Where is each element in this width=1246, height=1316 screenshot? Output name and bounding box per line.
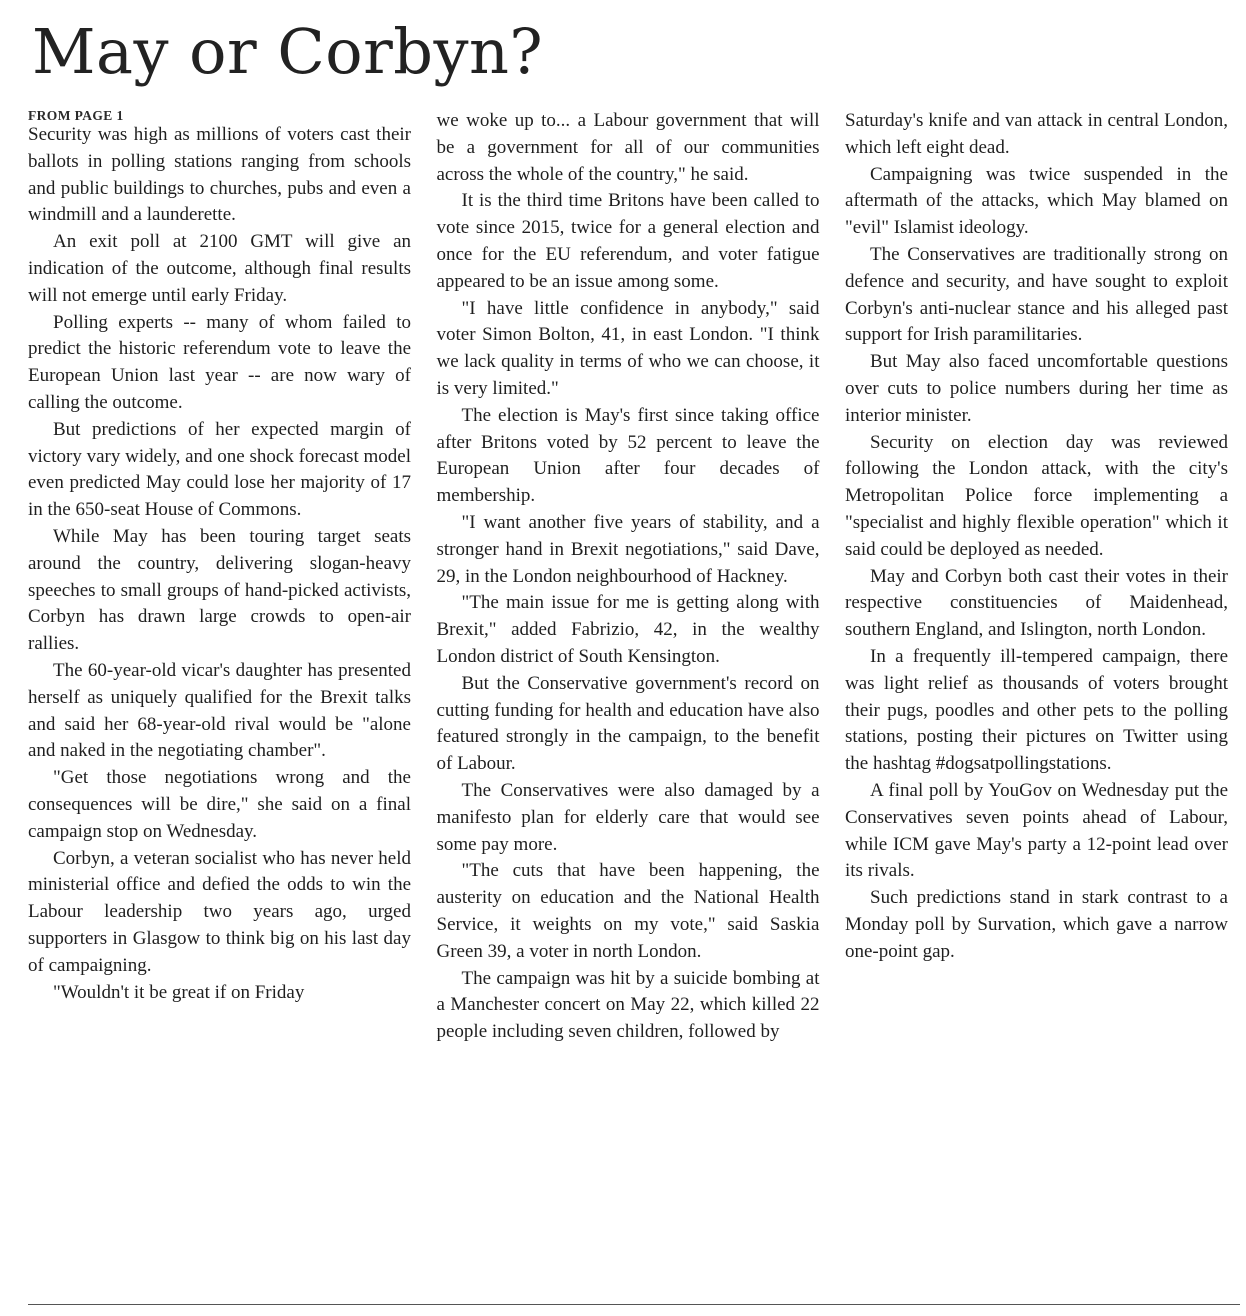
paragraph: Corbyn, a veteran socialist who has never held ministerial office and defied the odds to win the Labour leadership two years ago, urged supporters in Glasgow to think big on his last day of campaigning.: [28, 847, 411, 976]
paragraph: Security was high as millions of voters cast their ballots in polling stations ranging from schools and public buildings to churches, pubs and even a windmill and a launderette.: [28, 124, 411, 226]
paragraph: But predictions of her expected margin of victory vary widely, and one shock forecast model even predicted May could lose her majority of 17 in the 650-seat House of Commons.: [28, 418, 411, 521]
paragraph: An exit poll at 2100 GMT will give an indication of the outcome, although final results will not emerge until early Friday.: [28, 231, 411, 306]
paragraph: "The main issue for me is getting along with Brexit," added Fabrizio, 42, in the wealthy London district of South Kensington.: [436, 592, 820, 667]
paragraph: "The cuts that have been happening, the austerity on education and the National Health Service, it weights on my vote," said Saskia Green 39, a voter in north London.: [436, 860, 820, 962]
paragraph: The Conservatives are traditionally strong on defence and security, and have sought to exploit Corbyn's anti-nuclear stance and his alleged past support for Irish paramilitaries.: [845, 243, 1228, 346]
paragraph: Security on election day was reviewed following the London attack, with the city's Metropolitan Police force implementing a "specialist and highly flexible operation" which it said could be deployed as needed.: [845, 431, 1228, 560]
paragraph: "Get those negotiations wrong and the consequences will be dire," she said on a final campaign stop on Wednesday.: [28, 767, 411, 842]
article-body: [28, 108, 1228, 1288]
paragraph: "Wouldn't it be great if on Friday: [53, 981, 305, 1003]
paragraph: A final poll by YouGov on Wednesday put the Conservatives seven points ahead of Labour, while ICM gave May's party a 12-point lead over its rivals.: [845, 779, 1228, 882]
paragraph: In a frequently ill-tempered campaign, there was light relief as thousands of voters brought their pugs, poodles and other pets to the polling stations, posting their pictures on Twitter using the hashtag #dogsatpollingstations.: [845, 645, 1228, 775]
paragraph: we woke up to... a Labour government that will be a government for all of our communities across the whole of the country," he said.: [436, 110, 820, 185]
paragraph: Campaigning was twice suspended in the aftermath of the attacks, which May blamed on "evil" Islamist ideology.: [845, 163, 1228, 239]
column-1: [28, 108, 411, 1288]
paragraph: But the Conservative government's record on cutting funding for health and education have also featured strongly in the campaign, to the benefit of Labour.: [436, 672, 820, 775]
paragraph: The election is May's first since taking office after Britons voted by 52 percent to leave the European Union after four decades of membership.: [436, 404, 820, 507]
paragraph: Polling experts -- many of whom failed to predict the historic referendum vote to leave the European Union last year -- are now wary of calling the outcome.: [28, 311, 411, 413]
column-2: [437, 108, 820, 1288]
headline: May or Corbyn?: [32, 15, 544, 88]
column-3: [845, 108, 1228, 1288]
paragraph: "I want another five years of stability, and a stronger hand in Brexit negotiations," said Dave, 29, in the London neighbourhood of Hackney.: [436, 511, 820, 587]
paragraph: It is the third time Britons have been called to vote since 2015, twice for a general election and once for the EU referendum, and voter fatigue appeared to be an issue among some.: [436, 190, 820, 292]
paragraph: May and Corbyn both cast their votes in their respective constituencies of Maidenhead, southern England, and Islington, north London.: [845, 565, 1228, 641]
paragraph: The 60-year-old vicar's daughter has presented herself as uniquely qualified for the Brexit talks and said her 68-year-old rival would be "alone and naked in the negotiating chamber".: [28, 659, 411, 762]
paragraph: But May also faced uncomfortable questions over cuts to police numbers during her time as interior minister.: [845, 351, 1228, 426]
from-page-label: FROM PAGE 1: [28, 108, 124, 123]
bottom-rule: [28, 1304, 1240, 1305]
paragraph: The campaign was hit by a suicide bombing at a Manchester concert on May 22, which killed 22 people including seven children, followed by: [436, 967, 820, 1043]
paragraph: While May has been touring target seats around the country, delivering slogan-heavy speeches to small groups of hand-picked activists, Corbyn has drawn large crowds to open-air rallies.: [28, 525, 411, 655]
paragraph: Saturday's knife and van attack in central London, which left eight dead.: [845, 110, 1228, 158]
paragraph: "I have little confidence in anybody," said voter Simon Bolton, 41, in east London. "I think we lack quality in terms of who we can choose, it is very limited.": [436, 297, 820, 399]
paragraph: The Conservatives were also damaged by a manifesto plan for elderly care that would see some pay more.: [436, 779, 820, 855]
paragraph: Such predictions stand in stark contrast to a Monday poll by Survation, which gave a narrow one-point gap.: [845, 887, 1228, 962]
